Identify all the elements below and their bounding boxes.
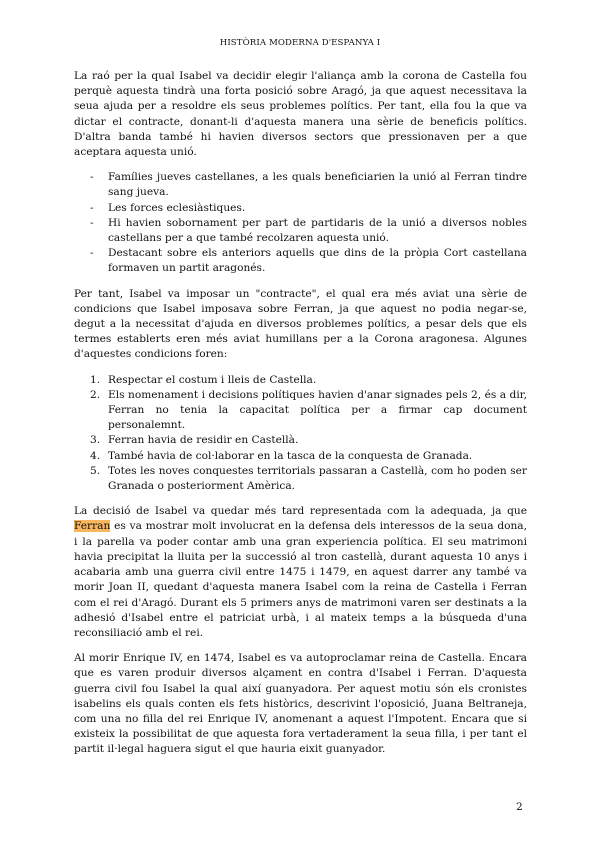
paragraph-1: La raó per la qual Isabel va decidir elegir l'aliança amb la corona de Castella fou perquè aquesta tindrà una forta posició sobre Aragó, ja que aquest necessitava la seua ajuda per a resoldre els seus problemes polítics. Per tant, ella fou la que va dictar el contracte, donant-li d'aquesta manera una sèrie de beneficis polítics. D'altra banda també hi havien diversos sectors que pressionaven per a que aceptara aquesta unió.: [74, 70, 527, 159]
conditions-list: [74, 373, 527, 495]
list-item-text: Hi havien sobornament per part de partidaris de la unió a diversos nobles castellans per a que també recolzaren aquesta unió.: [108, 216, 527, 245]
list-number: 1.: [90, 373, 101, 386]
page-number: 2: [516, 801, 523, 813]
pressure-groups-list: [74, 170, 527, 276]
highlighted-word: Ferran: [74, 520, 111, 533]
dash-marker: -: [90, 216, 94, 229]
dash-marker: -: [90, 171, 94, 184]
list-number: 5.: [90, 464, 101, 477]
paragraph-3: [74, 504, 527, 641]
list-item-text: Totes les noves conquestes territorials passaran a Castellà, com ho poden ser Granada o posteriorment Amèrica.: [108, 464, 527, 493]
list-item: [74, 170, 527, 200]
list-item-text: Els nomenament i decisions polítiques havien d'anar signades pels 2, és a dir, Ferran no tenia la capacitat política per a firmar cap document personalemnt.: [108, 388, 527, 432]
list-item: [74, 449, 527, 464]
document-body: [74, 69, 527, 768]
list-item-text: Famílies jueves castellanes, a les quals beneficiarien la unió al Ferran tindre sang jueva.: [108, 171, 527, 199]
paragraph-3-end: es va mostrar molt involucrat en la defensa dels interessos de la seua dona, i la parella va poder contar amb una gran experiencia política. El seu matrimoni havia precipitat la lluita per la successió al tron castellà, durant aquesta 10 anys i acabaria amb una guerra civil entre 1475 i 1479, en aquest darrer any també va morir Joan II, quedant d'aquesta manera Isabel com la reina de Castella i Ferran com el rei d'Aragó. Durant els 5 primers anys de matrimoni varen ser destinats a la adhesió d'Isabel entre el patriciat urbà, i al mateix temps a la búsqueda d'una reconsiliació amb el rei.: [74, 520, 527, 639]
paragraph-4: Al morir Enrique IV, en 1474, Isabel es va autoproclamar reina de Castella. Encara que es varen produir diversos alçament en contra d'Isabel i Ferran. D'aquesta guerra civil fou Isabel la qual així guanyadora. Per aquest motiu són els cronistes isabelins els quals conten els fets històrics, descrivint l'oposició, Juana Beltraneja, com una no filla del rei Enrique IV, anomenant a aquest l'Impotent. Encara que si existeix la possibilitat de que aquesta fora vertaderament la seua filla, i per tant el partit il·legal haguera sigut el que hauria eixit guanyador.: [74, 652, 527, 756]
list-item-text: Les forces eclesiàstiques.: [108, 201, 246, 214]
list-item-text: Destacant sobre els anteriors aquells que dins de la pròpia Cort castellana formaven un partit aragonés.: [108, 247, 527, 275]
list-number: 2.: [90, 388, 101, 401]
dash-marker: -: [90, 247, 94, 260]
list-item: [74, 216, 527, 246]
list-item: [74, 373, 527, 388]
paragraph-3-start: La decisió de Isabel va quedar més tard representada com la adequada, ja que: [74, 505, 527, 518]
list-item: [74, 201, 527, 216]
list-item: [74, 388, 527, 434]
list-number: 3.: [90, 434, 101, 447]
running-header: HISTÒRIA MODERNA D'ESPANYA I: [219, 38, 381, 48]
list-item: [74, 433, 527, 448]
list-item-text: També havia de col·laborar en la tasca de la conquesta de Granada.: [108, 449, 473, 462]
list-item: [74, 464, 527, 494]
list-item-text: Ferran havia de residir en Castellà.: [108, 434, 299, 447]
list-item: [74, 246, 527, 276]
list-number: 4.: [90, 449, 101, 462]
paragraph-2: Per tant, Isabel va imposar un "contracte", el qual era més aviat una sèrie de condicions que Isabel imposava sobre Ferran, ja que aquest no podia negar-se, degut a la necessitat d'ajuda en diversos problemes polítics, a pesar dels que els termes establerts eren més aviat humillans per a la Corona aragonesa. Algunes d'aquestes condicions foren:: [74, 287, 527, 361]
list-item-text: Respectar el costum i lleis de Castella.: [108, 373, 317, 386]
dash-marker: -: [90, 201, 94, 214]
